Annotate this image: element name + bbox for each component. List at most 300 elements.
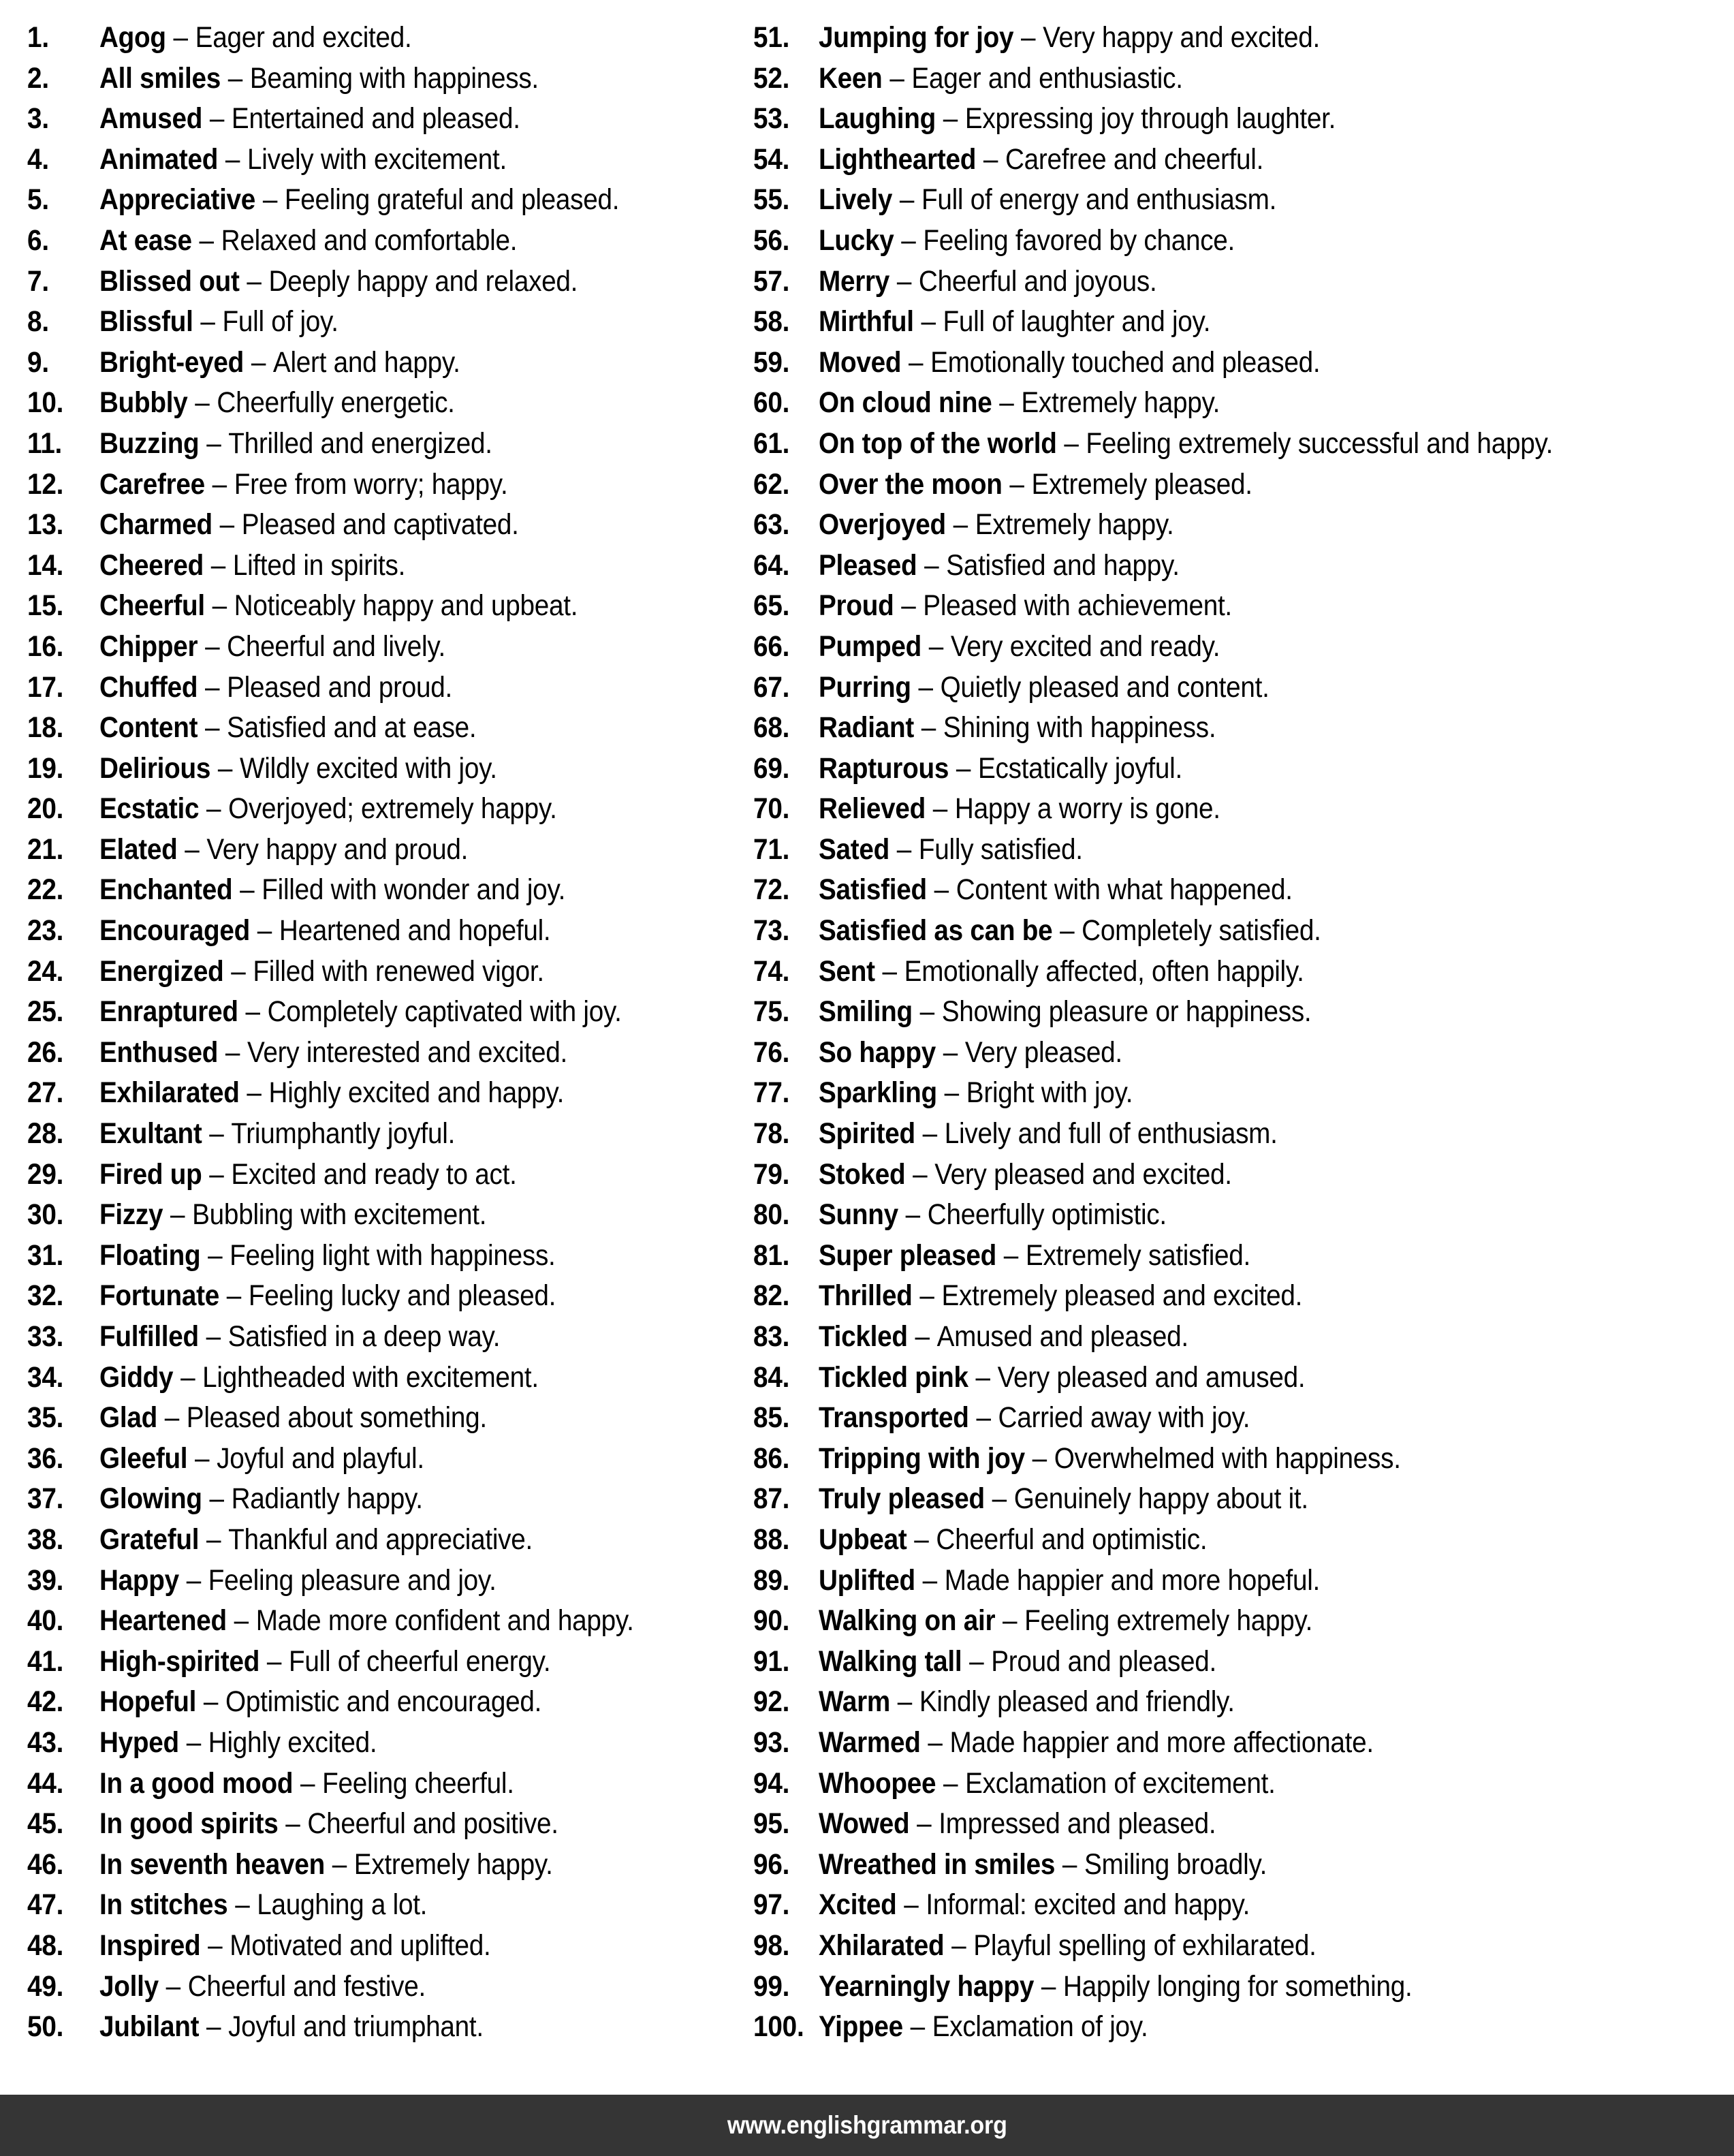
- list-item-definition: Deeply happy and relaxed.: [268, 264, 578, 298]
- list-item: [27, 1114, 753, 1155]
- list-item-definition: Informal: excited and happy.: [926, 1888, 1250, 1922]
- list-item-number: 7.: [27, 264, 49, 298]
- list-item-term: Xcited: [819, 1888, 897, 1922]
- list-item: [753, 1764, 1734, 1805]
- list-item-number: 58.: [753, 305, 790, 339]
- list-item-number: 19.: [27, 751, 64, 785]
- list-item-number: 33.: [27, 1320, 64, 1353]
- list-item-term: Overjoyed: [819, 508, 946, 542]
- list-item-separator: –: [918, 670, 933, 704]
- list-item: [753, 383, 1734, 424]
- list-item-term: Carefree: [99, 467, 205, 501]
- list-item-term: At ease: [99, 223, 192, 257]
- list-item-separator: –: [200, 305, 215, 339]
- list-item-definition: Happily longing for something.: [1063, 1969, 1413, 2003]
- list-item-number: 1.: [27, 21, 49, 54]
- list-item-definition: Smiling broadly.: [1084, 1847, 1267, 1881]
- list-item-separator: –: [889, 61, 904, 95]
- list-item-definition: Shining with happiness.: [943, 711, 1216, 745]
- list-item-term: Upbeat: [819, 1522, 907, 1556]
- list-item-number: 24.: [27, 954, 64, 988]
- list-item: [753, 1642, 1734, 1683]
- list-item-term: Chuffed: [99, 670, 198, 704]
- list-item-text: [99, 1276, 556, 1317]
- list-item-text: [99, 627, 445, 668]
- list-item-definition: Full of cheerful energy.: [289, 1644, 551, 1678]
- list-item-term: Spirited: [819, 1117, 915, 1151]
- list-item-text: [819, 1885, 1250, 1926]
- list-item: [27, 1073, 753, 1114]
- list-item-number: 90.: [753, 1604, 790, 1638]
- list-item-definition: Carefree and cheerful.: [1005, 142, 1264, 176]
- list-item-term: Energized: [99, 954, 224, 988]
- list-item: [27, 1276, 753, 1317]
- list-item-number: 69.: [753, 751, 790, 785]
- list-item-definition: Eager and excited.: [195, 21, 412, 54]
- list-item-number: 4.: [27, 142, 49, 176]
- list-item: [753, 1723, 1734, 1764]
- list-item-separator: –: [975, 1360, 990, 1394]
- list-item-separator: –: [1041, 1969, 1056, 2003]
- list-item: [27, 18, 753, 59]
- list-item-term: Glowing: [99, 1482, 202, 1516]
- list-item-separator: –: [919, 1279, 934, 1313]
- list-item-definition: Cheerful and lively.: [227, 629, 446, 663]
- list-item-number: 50.: [27, 2010, 64, 2044]
- list-item-definition: Extremely pleased and excited.: [941, 1279, 1303, 1313]
- list-item-separator: –: [208, 1238, 223, 1272]
- list-item: [753, 18, 1734, 59]
- list-item-number: 67.: [753, 670, 790, 704]
- list-item-separator: –: [969, 1644, 984, 1678]
- list-item-number: 36.: [27, 1441, 64, 1475]
- list-item: [753, 1236, 1734, 1277]
- list-item-number: 9.: [27, 345, 49, 379]
- list-item: [753, 1561, 1734, 1602]
- list-item-text: [99, 18, 412, 59]
- list-item-definition: Showing pleasure or happiness.: [941, 995, 1312, 1029]
- list-item: [27, 424, 753, 465]
- list-item-number: 34.: [27, 1360, 64, 1394]
- list-item-number: 28.: [27, 1117, 64, 1151]
- list-item-text: [819, 586, 1232, 627]
- list-item: [753, 302, 1734, 343]
- list-item-number: 42.: [27, 1685, 64, 1719]
- list-item: [753, 1885, 1734, 1926]
- list-item-number: 17.: [27, 670, 64, 704]
- list-item-separator: –: [332, 1847, 347, 1881]
- list-item-separator: –: [897, 1685, 913, 1719]
- list-item-term: Giddy: [99, 1360, 174, 1394]
- list-item-text: [99, 992, 622, 1033]
- list-item-term: Sent: [819, 954, 875, 988]
- list-item-separator: –: [251, 345, 266, 379]
- list-item: [753, 140, 1734, 181]
- list-item-number: 53.: [753, 102, 790, 136]
- list-item-term: Exultant: [99, 1117, 202, 1151]
- list-item: [27, 992, 753, 1033]
- list-item: [27, 1398, 753, 1439]
- list-item-separator: –: [195, 1441, 210, 1475]
- list-item-term: Rapturous: [819, 751, 949, 785]
- list-item-definition: Optimistic and encouraged.: [225, 1685, 542, 1719]
- list-item-separator: –: [199, 223, 214, 257]
- list-item-text: [819, 992, 1311, 1033]
- list-item-separator: –: [914, 1522, 929, 1556]
- list-item-separator: –: [901, 589, 916, 623]
- list-item-separator: –: [205, 711, 220, 745]
- list-item-definition: Ecstatically joyful.: [977, 751, 1182, 785]
- list-item-definition: Highly excited.: [208, 1725, 377, 1759]
- list-item-definition: Feeling extremely happy.: [1024, 1604, 1313, 1638]
- list-item-number: 6.: [27, 223, 49, 257]
- list-item: [27, 383, 753, 424]
- list-item-text: [819, 830, 1083, 871]
- list-item-definition: Filled with renewed vigor.: [253, 954, 544, 988]
- list-item-term: Blissed out: [99, 264, 240, 298]
- list-item: [27, 1317, 753, 1358]
- list-item-text: [99, 1926, 490, 1967]
- left-column: [0, 18, 753, 2048]
- list-item-text: [819, 302, 1210, 343]
- list-item-definition: Feeling light with happiness.: [230, 1238, 556, 1272]
- list-item: [753, 424, 1734, 465]
- list-item: [753, 1114, 1734, 1155]
- list-item-separator: –: [205, 670, 220, 704]
- list-item-term: Satisfied: [819, 873, 927, 907]
- list-item-text: [819, 749, 1182, 790]
- list-item-definition: Eager and enthusiastic.: [911, 61, 1183, 95]
- list-item-definition: Lightheaded with excitement.: [202, 1360, 539, 1394]
- list-item-definition: Free from worry; happy.: [234, 467, 508, 501]
- list-item: [27, 221, 753, 262]
- list-item-separator: –: [1062, 1847, 1077, 1881]
- list-item-separator: –: [922, 1117, 938, 1151]
- list-item-number: 97.: [753, 1888, 790, 1922]
- list-item-text: [819, 1845, 1267, 1886]
- footer-site-url: www.englishgrammar.org: [727, 2111, 1007, 2139]
- list-item-term: Xhilarated: [819, 1928, 945, 1962]
- list-item-separator: –: [901, 223, 916, 257]
- list-item-term: Sparkling: [819, 1076, 937, 1110]
- list-item-definition: Motivated and uplifted.: [230, 1928, 491, 1962]
- list-item: [27, 1561, 753, 1602]
- list-item: [27, 1236, 753, 1277]
- list-item-definition: Completely satisfied.: [1082, 914, 1321, 948]
- list-item: [27, 140, 753, 181]
- list-item-text: [99, 1845, 553, 1886]
- list-item-term: Proud: [819, 589, 894, 623]
- list-item-number: 81.: [753, 1238, 790, 1272]
- list-item-separator: –: [917, 1807, 932, 1841]
- list-item-text: [99, 749, 497, 790]
- list-item-term: In a good mood: [99, 1766, 294, 1800]
- list-item-separator: –: [173, 21, 188, 54]
- list-item: [753, 1439, 1734, 1480]
- list-item-text: [99, 911, 550, 952]
- right-column: [753, 18, 1734, 2048]
- list-item-text: [99, 424, 492, 465]
- list-item-definition: Kindly pleased and friendly.: [919, 1685, 1235, 1719]
- list-item-text: [99, 830, 468, 871]
- list-item-term: Uplifted: [819, 1563, 915, 1597]
- list-item-number: 89.: [753, 1563, 790, 1597]
- list-item-number: 37.: [27, 1482, 64, 1516]
- list-item-definition: Beaming with happiness.: [249, 61, 539, 95]
- list-item-term: Mirthful: [819, 305, 914, 339]
- list-item-number: 44.: [27, 1766, 64, 1800]
- list-item-number: 68.: [753, 711, 790, 745]
- list-item-separator: –: [257, 914, 272, 948]
- list-item-separator: –: [210, 548, 226, 582]
- list-item-separator: –: [247, 264, 262, 298]
- list-item: [753, 1195, 1734, 1236]
- list-item-text: [819, 1236, 1250, 1277]
- list-item: [27, 1439, 753, 1480]
- list-item-number: 14.: [27, 548, 64, 582]
- list-item-definition: Joyful and playful.: [217, 1441, 424, 1475]
- list-item-term: Tickled pink: [819, 1360, 968, 1394]
- word-list-right: [753, 18, 1734, 2048]
- list-item-text: [99, 952, 544, 993]
- list-item-term: Cheered: [99, 548, 204, 582]
- list-item-definition: Extremely happy.: [975, 508, 1174, 542]
- list-item-number: 76.: [753, 1035, 790, 1069]
- list-item-text: [99, 1520, 533, 1561]
- list-item-number: 15.: [27, 589, 64, 623]
- list-item-separator: –: [170, 1198, 185, 1232]
- list-item-text: [819, 505, 1174, 546]
- list-item: [753, 465, 1734, 505]
- list-item-definition: Bubbling with excitement.: [192, 1198, 487, 1232]
- list-item-number: 98.: [753, 1928, 790, 1962]
- list-item-definition: Exclamation of excitement.: [965, 1766, 1276, 1800]
- list-item-text: [99, 1764, 514, 1805]
- list-item-definition: Carried away with joy.: [998, 1401, 1250, 1435]
- list-item-term: Radiant: [819, 711, 915, 745]
- list-item-term: Enthused: [99, 1035, 219, 1069]
- list-item: [753, 668, 1734, 708]
- list-item: [27, 1479, 753, 1520]
- list-item-number: 43.: [27, 1725, 64, 1759]
- list-item-definition: Made happier and more affectionate.: [949, 1725, 1374, 1759]
- list-item-text: [819, 383, 1220, 424]
- word-list-left: [27, 18, 753, 2048]
- list-item: [27, 1520, 753, 1561]
- list-item-term: Yearningly happy: [819, 1969, 1035, 2003]
- list-item-text: [99, 1236, 556, 1277]
- list-item-text: [819, 1682, 1235, 1723]
- list-item-separator: –: [285, 1807, 300, 1841]
- list-item-term: All smiles: [99, 61, 221, 95]
- list-item: [753, 1479, 1734, 1520]
- list-item-number: 3.: [27, 102, 49, 136]
- list-item-definition: Very pleased and amused.: [997, 1360, 1306, 1394]
- list-item-text: [819, 789, 1220, 830]
- list-item-term: Tickled: [819, 1320, 908, 1353]
- list-item: [753, 1398, 1734, 1439]
- list-item-definition: Lively with excitement.: [247, 142, 507, 176]
- list-item: [753, 1926, 1734, 1967]
- list-item-text: [819, 18, 1320, 59]
- list-item-separator: –: [206, 2010, 221, 2044]
- list-item-term: In good spirits: [99, 1807, 279, 1841]
- list-item-number: 38.: [27, 1522, 64, 1556]
- list-item-separator: –: [180, 1360, 195, 1394]
- list-item: [27, 627, 753, 668]
- list-item-term: Floating: [99, 1238, 201, 1272]
- list-item-number: 72.: [753, 873, 790, 907]
- list-item-text: [99, 708, 476, 749]
- list-item-number: 79.: [753, 1157, 790, 1191]
- list-item-text: [819, 1804, 1216, 1845]
- list-item-separator: –: [908, 345, 924, 379]
- list-item-term: Pumped: [819, 629, 922, 663]
- list-item-term: Agog: [99, 21, 166, 54]
- list-item-text: [819, 1073, 1133, 1114]
- list-item-term: Bubbly: [99, 386, 188, 420]
- list-item-number: 45.: [27, 1807, 64, 1841]
- list-item-text: [819, 1398, 1250, 1439]
- list-item-text: [99, 586, 578, 627]
- list-item-term: Wowed: [819, 1807, 910, 1841]
- list-item-definition: Exclamation of joy.: [932, 2010, 1148, 2044]
- list-item: [753, 1073, 1734, 1114]
- list-item-number: 5.: [27, 183, 49, 217]
- list-item-text: [99, 1155, 517, 1196]
- list-item-separator: –: [1009, 467, 1024, 501]
- list-item: [753, 830, 1734, 871]
- list-item-text: [819, 262, 1157, 302]
- list-item-definition: Feeling favored by chance.: [923, 223, 1235, 257]
- list-item-text: [819, 2007, 1148, 2048]
- list-item-text: [99, 1073, 564, 1114]
- list-item-number: 48.: [27, 1928, 64, 1962]
- list-item-text: [99, 1723, 377, 1764]
- list-item-separator: –: [934, 873, 949, 907]
- list-item-text: [819, 1764, 1276, 1805]
- list-item: [27, 465, 753, 505]
- list-item-separator: –: [921, 711, 936, 745]
- list-item-text: [819, 1195, 1167, 1236]
- list-item-term: Hyped: [99, 1725, 179, 1759]
- list-item-text: [99, 1967, 426, 2007]
- list-item-number: 20.: [27, 792, 64, 826]
- list-item-number: 77.: [753, 1076, 790, 1110]
- list-item-text: [99, 789, 557, 830]
- list-item-definition: Lively and full of enthusiasm.: [944, 1117, 1278, 1151]
- list-item-definition: Emotionally touched and pleased.: [930, 345, 1321, 379]
- list-item: [753, 1155, 1734, 1196]
- list-item-number: 65.: [753, 589, 790, 623]
- list-item-definition: Cheerful and joyous.: [918, 264, 1157, 298]
- list-item-number: 32.: [27, 1279, 64, 1313]
- list-item-separator: –: [266, 1644, 282, 1678]
- list-item-text: [819, 1439, 1401, 1480]
- list-item: [753, 1601, 1734, 1642]
- list-item-number: 47.: [27, 1888, 64, 1922]
- list-item-number: 92.: [753, 1685, 790, 1719]
- list-item-separator: –: [1003, 1604, 1018, 1638]
- list-item-term: So happy: [819, 1035, 936, 1069]
- list-item-number: 80.: [753, 1198, 790, 1232]
- list-item-number: 75.: [753, 995, 790, 1029]
- list-item: [753, 708, 1734, 749]
- list-item-number: 35.: [27, 1401, 64, 1435]
- list-item-definition: Content with what happened.: [956, 873, 1293, 907]
- list-item-definition: Satisfied in a deep way.: [227, 1320, 501, 1353]
- list-item-term: Bright-eyed: [99, 345, 245, 379]
- list-item-text: [819, 1317, 1188, 1358]
- list-item-text: [99, 383, 455, 424]
- list-item-definition: Pleased and proud.: [227, 670, 452, 704]
- list-item: [27, 749, 753, 790]
- list-item-definition: Noticeably happy and upbeat.: [234, 589, 578, 623]
- list-item-separator: –: [956, 751, 971, 785]
- list-item-number: 85.: [753, 1401, 790, 1435]
- list-item-number: 59.: [753, 345, 790, 379]
- list-item: [753, 870, 1734, 911]
- list-item-separator: –: [235, 1888, 250, 1922]
- list-item-text: [99, 1561, 496, 1602]
- list-item-definition: Feeling extremely successful and happy.: [1086, 426, 1554, 460]
- list-item-definition: Entertained and pleased.: [231, 102, 520, 136]
- list-item-term: Heartened: [99, 1604, 227, 1638]
- list-item-term: Lively: [819, 183, 893, 217]
- list-item-separator: –: [208, 1928, 223, 1962]
- list-item-definition: Full of energy and enthusiasm.: [921, 183, 1277, 217]
- list-item-number: 11.: [27, 426, 63, 460]
- list-item-term: Walking on air: [819, 1604, 996, 1638]
- list-item-separator: –: [206, 1320, 221, 1353]
- list-item-number: 84.: [753, 1360, 790, 1394]
- list-item-term: Blissful: [99, 305, 193, 339]
- list-item-number: 64.: [753, 548, 790, 582]
- list-item-term: Lucky: [819, 223, 894, 257]
- list-item-definition: Cheerfully energetic.: [217, 386, 455, 420]
- list-item: [753, 789, 1734, 830]
- list-item-separator: –: [896, 264, 912, 298]
- list-item-term: Transported: [819, 1401, 969, 1435]
- list-item-term: Content: [99, 711, 198, 745]
- list-item-term: On cloud nine: [819, 386, 992, 420]
- list-item: [27, 99, 753, 140]
- list-item-separator: –: [300, 1766, 315, 1800]
- list-item-separator: –: [186, 1563, 202, 1597]
- list-item-separator: –: [943, 1035, 958, 1069]
- list-item-separator: –: [928, 629, 944, 663]
- list-item: [27, 1033, 753, 1074]
- list-item-separator: –: [904, 1888, 919, 1922]
- list-item-separator: –: [976, 1401, 991, 1435]
- list-item-term: Lighthearted: [819, 142, 977, 176]
- list-item: [27, 1885, 753, 1926]
- list-item-number: 23.: [27, 914, 64, 948]
- list-item-separator: –: [951, 1928, 966, 1962]
- list-item-separator: –: [924, 548, 939, 582]
- list-item-term: On top of the world: [819, 426, 1057, 460]
- list-item-term: Happy: [99, 1563, 179, 1597]
- list-item-term: Moved: [819, 345, 902, 379]
- list-item: [27, 1845, 753, 1886]
- list-item: [27, 1155, 753, 1196]
- list-item-number: 71.: [753, 832, 790, 866]
- list-item: [27, 1195, 753, 1236]
- list-item-text: [99, 1033, 567, 1074]
- list-item-separator: –: [913, 1157, 928, 1191]
- list-item-term: Sated: [819, 832, 890, 866]
- list-item: [753, 59, 1734, 99]
